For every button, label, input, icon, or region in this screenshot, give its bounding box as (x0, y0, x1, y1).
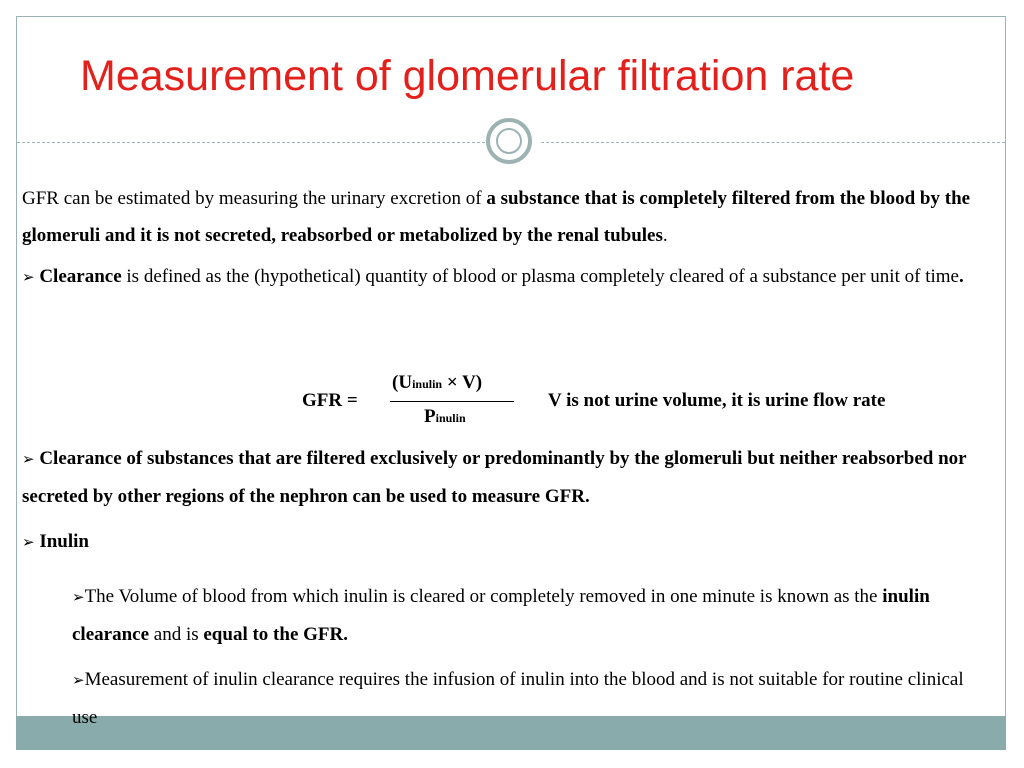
clearance-bullet (22, 258, 1002, 296)
numerator-rest: × V) (442, 372, 483, 393)
sub1-text2: and is (149, 624, 204, 645)
sub-bullet-infusion (72, 661, 992, 736)
ring-ornament (486, 118, 532, 164)
bullet-arrow-icon: ➢ (22, 533, 35, 551)
sub1-bold1: inulin clearance (72, 586, 930, 645)
formula-lhs: GFR = (302, 390, 358, 411)
numerator-open: (U (392, 372, 413, 393)
bullet-inulin (22, 523, 1002, 561)
bullet-list (22, 440, 1002, 561)
clearance-text: is defined as the (hypothetical) quantity of blood or plasma completely cleared of a substance per unit of time (121, 266, 959, 287)
bullet-arrow-icon: ➢ (22, 450, 35, 468)
sub-arrow-icon: ➢ (72, 588, 85, 606)
intro-section (22, 180, 1002, 296)
denominator-subscript: inulin (435, 411, 466, 425)
sub2-text: Measurement of inulin clearance requires the infusion of inulin into the blood and is not suitable for routine clinical use (72, 669, 964, 728)
sub-arrow-icon: ➢ (72, 671, 85, 689)
clearance-term: Clearance (39, 266, 122, 287)
sub1-bold2: equal to the GFR. (203, 624, 348, 645)
bullet3-text: Inulin (39, 531, 89, 552)
formula-note: V is not urine volume, it is urine flow rate (548, 390, 886, 411)
divider-right (541, 142, 1005, 143)
intro-plain: GFR can be estimated by measuring the urinary excretion of (22, 188, 487, 209)
intro-bold: a substance that is completely filtered from the blood by the glomeruli and it is not secreted, reabsorbed or metabolized by the renal tubules (22, 188, 971, 246)
bullet-filtered-substances (22, 440, 1002, 515)
ring-inner (496, 128, 522, 154)
divider-left (17, 142, 485, 143)
intro-end: . (662, 225, 668, 246)
slide-title: Measurement of glomerular filtration rate (80, 52, 855, 100)
formula-denominator (424, 406, 466, 428)
denominator-main: P (424, 406, 436, 427)
sub1-text1: The Volume of blood from which inulin is cleared or completely removed in one minute is known as the (84, 586, 883, 607)
clearance-end: . (958, 266, 964, 287)
bullet-arrow-icon: ➢ (22, 268, 35, 286)
formula-numerator (392, 372, 482, 394)
intro-paragraph (22, 180, 1002, 254)
sub-bullet-list (72, 578, 992, 736)
bullet2-text: Clearance of substances that are filtered exclusively or predominantly by the glomeruli but neither reabsorbed nor secreted by other regions of the nephron can be used to measure GFR. (22, 448, 967, 507)
fraction-bar (390, 401, 514, 402)
sub-bullet-clearance (72, 578, 992, 653)
numerator-subscript: inulin (412, 377, 443, 391)
